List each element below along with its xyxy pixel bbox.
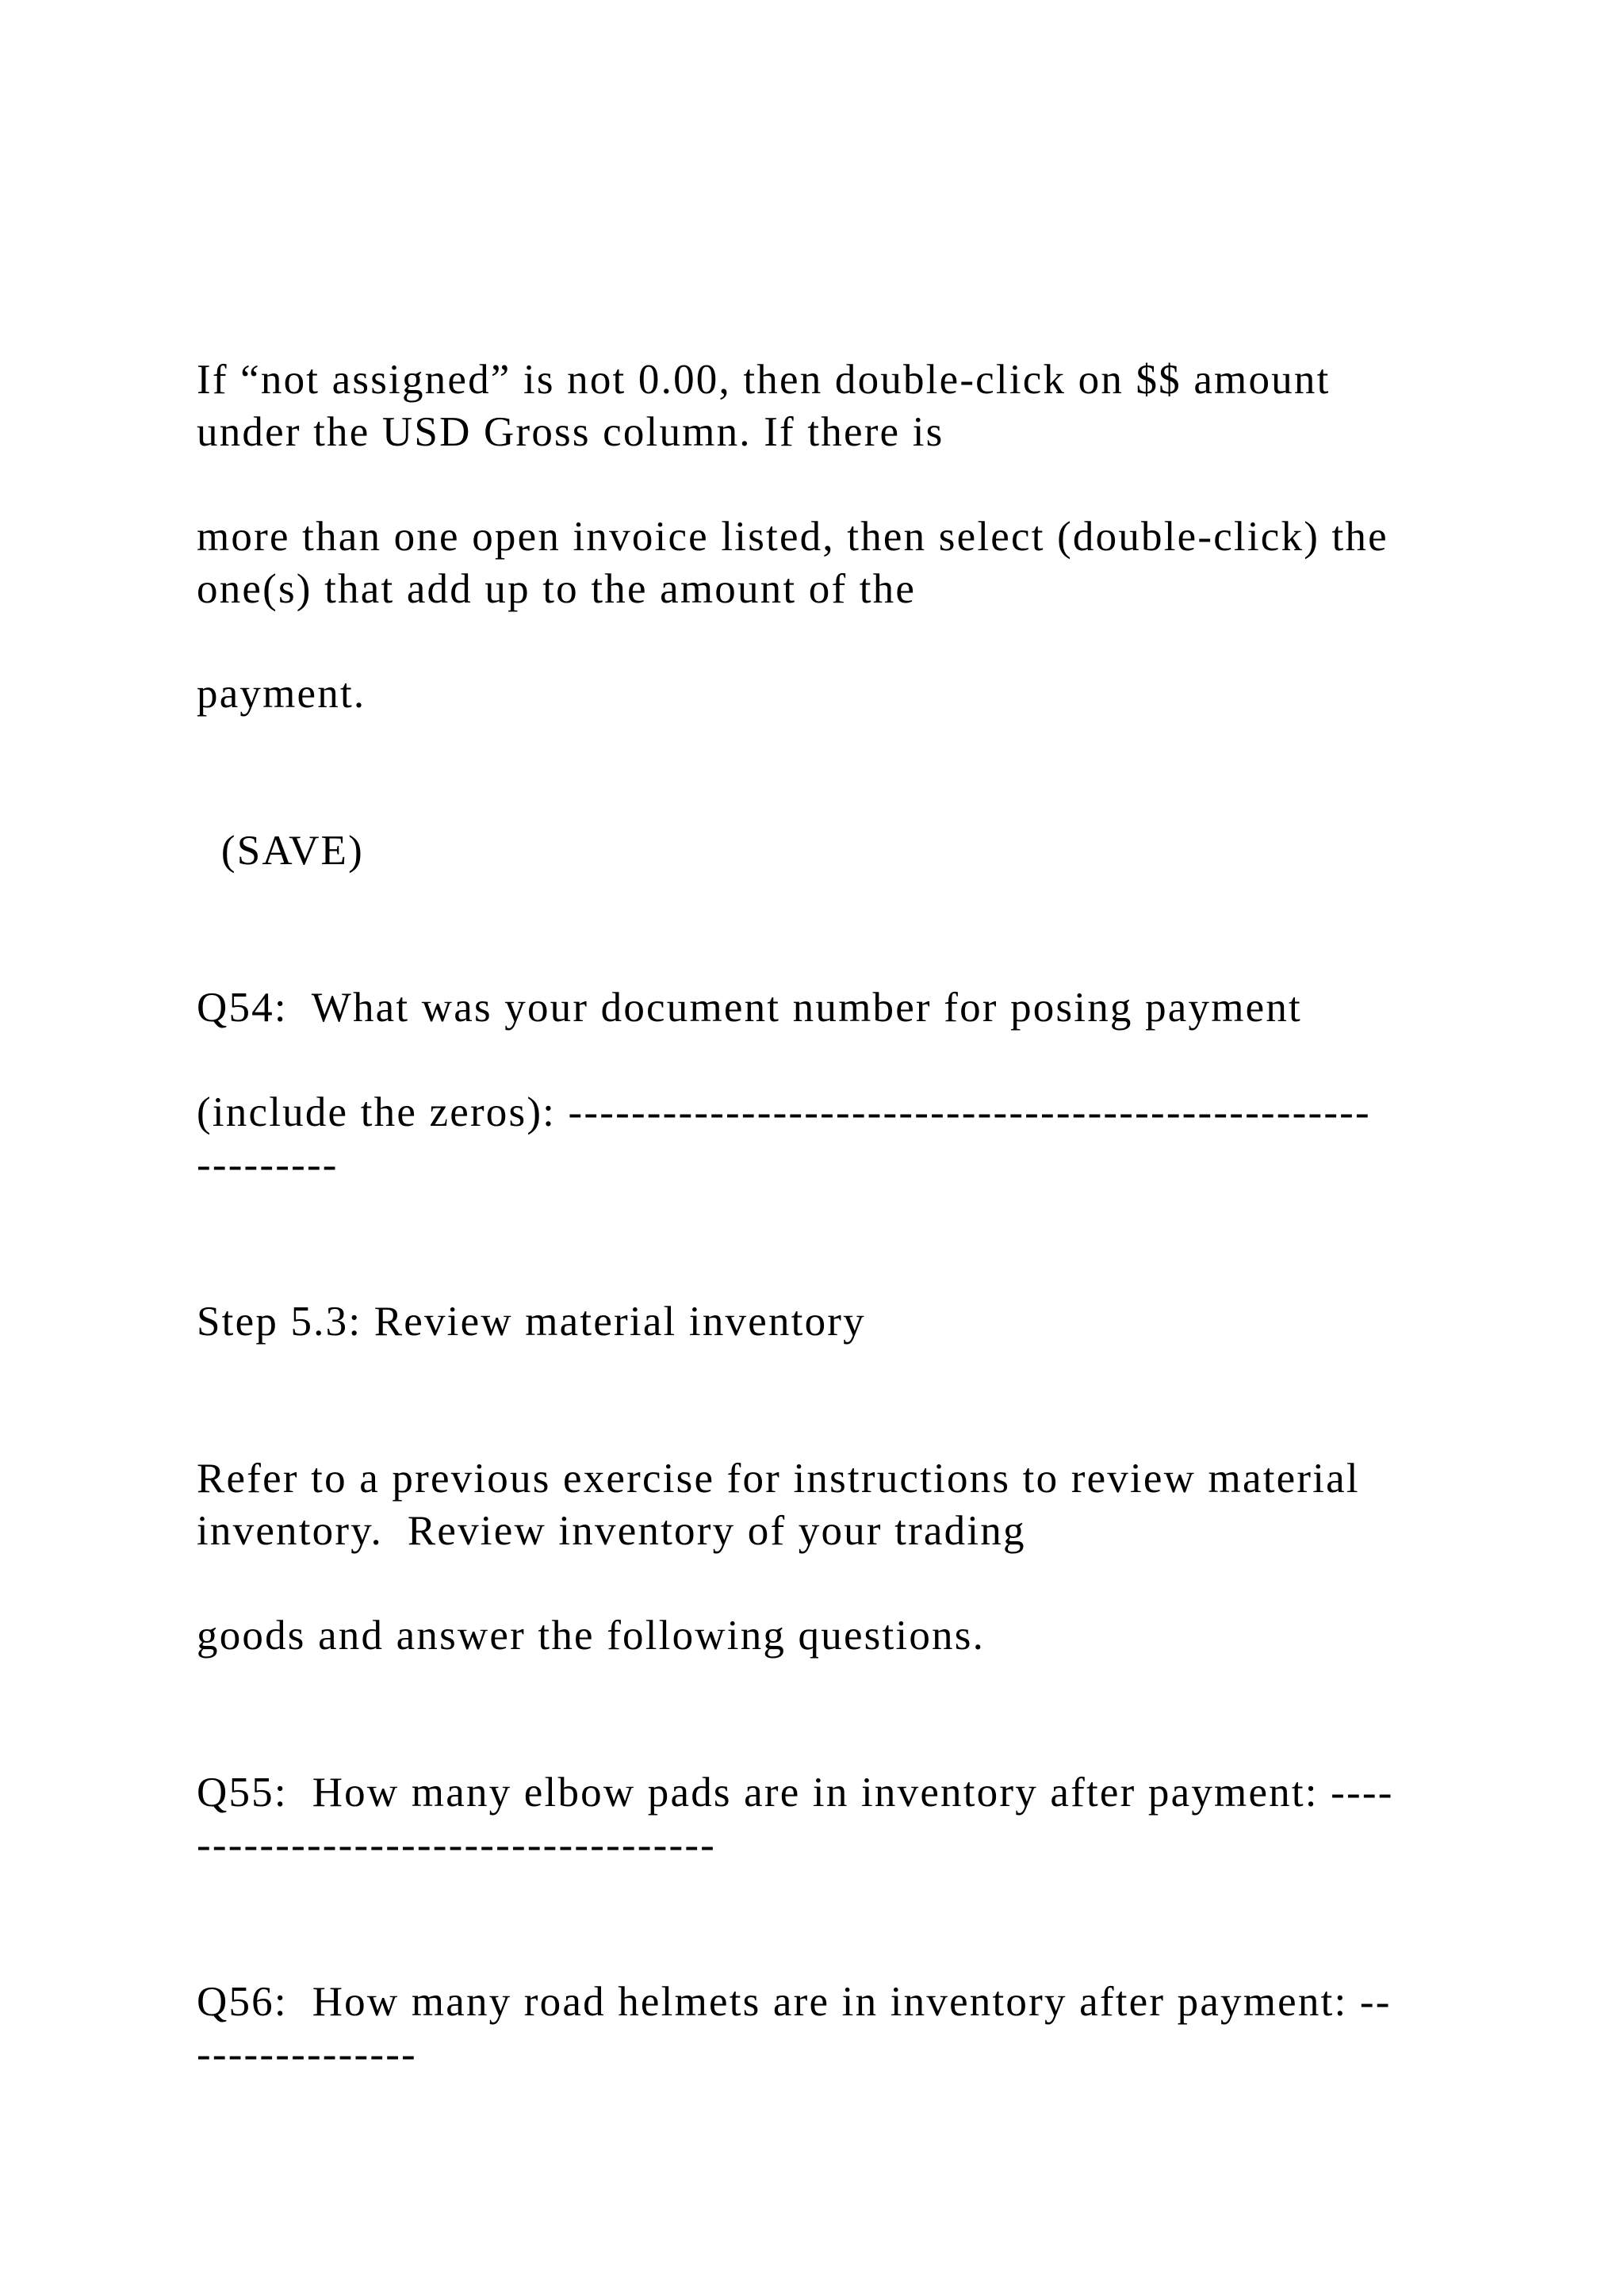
question-q54: Q54: What was your document number for posing payment xyxy=(197,985,1302,1031)
instruction-text-line: If “not assigned” is not 0.00, then double-click on $$ amount xyxy=(197,357,1331,403)
answer-blank-line: --------------------------------- xyxy=(197,1822,717,1868)
step-heading: Step 5.3: Review material inventory xyxy=(197,1299,866,1345)
instruction-text-line: goods and answer the following questions. xyxy=(197,1613,986,1659)
question-q55: Q55: How many elbow pads are in inventory after payment: ---- xyxy=(197,1770,1394,1816)
instruction-text-line: more than one open invoice listed, then select (double-click) the xyxy=(197,514,1388,560)
instruction-text-line: one(s) that add up to the amount of the xyxy=(197,566,917,612)
instruction-text-line: inventory. Review inventory of your trading xyxy=(197,1508,1026,1554)
answer-blank-line: --------- xyxy=(197,1142,339,1188)
instruction-text-line: Refer to a previous exercise for instructions to review material xyxy=(197,1456,1360,1502)
answer-blank-line: (include the zeros): --------------------------------------------------- xyxy=(197,1089,1371,1135)
save-instruction: (SAVE) xyxy=(197,828,364,874)
instruction-text-line: under the USD Gross column. If there is xyxy=(197,409,944,455)
answer-blank-line: -------------- xyxy=(197,2031,417,2077)
question-q56: Q56: How many road helmets are in inventory after payment: -- xyxy=(197,1979,1392,2025)
instruction-text-line: payment. xyxy=(197,671,366,717)
